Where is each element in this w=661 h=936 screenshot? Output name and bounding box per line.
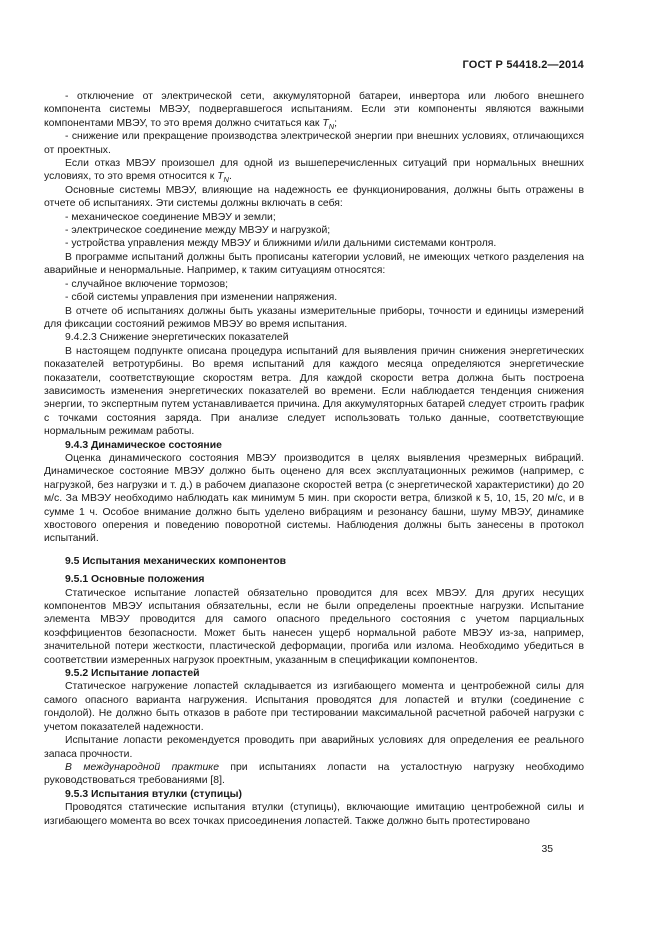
page-header	[44, 59, 584, 71]
paragraph: В настоящем подпункте описана процедура испытаний для выявления причин снижения энергетических показателей ветротурбины. Во время испытаний для каждого месяца определяются энергетические показатели, соответствующие скоростям ветра. Для каждой скорости ветра должна быть построена зависимость изменения энергетических показателей во времени. Если наблюдается тенденция снижения энергии, то экспертным путем устанавливается причина. Для аккумуляторных батарей следует строить график с точками состояния заряда. При анализе следует использовать только данные, соответствующие нормальным режимам работы.	[44, 345, 584, 438]
paragraph: - сбой системы управления при изменении напряжения.	[65, 292, 338, 304]
clause-heading: 9.5.2 Испытание лопастей	[65, 668, 200, 680]
document-content	[44, 90, 584, 828]
subclause-heading: 9.4.2.3 Снижение энергетических показателей	[65, 332, 289, 344]
paragraph: Основные системы МВЭУ, влияющие на надежность ее функционирования, должны быть отражены в отчете об испытаниях. Эти системы должны включать в себя:	[44, 184, 584, 210]
paragraph: Испытание лопасти рекомендуется проводить при аварийных условиях для определения ее реального запаса прочности.	[44, 735, 584, 760]
paragraph: В программе испытаний должны быть прописаны категории условий, не имеющих четкого разделения на аварийные и ненормальные. Например, к таким ситуациям относятся:	[44, 251, 584, 277]
paragraph: Если отказ МВЭУ произошел для одной из вышеперечисленных ситуаций при нормальных внешних условиях, то это время относится к $T_N$.	[44, 158, 584, 185]
paragraph: - механическое соединение МВЭУ и земли;	[65, 211, 276, 223]
section-title: 9.5 Испытания механических компонентов	[65, 555, 287, 567]
paragraph: Проводятся статические испытания втулки (ступицы), включающие имитацию центробежной силы и изгибающего момента во всех точках присоединения лопастей. Также должно быть протестировано	[44, 802, 584, 827]
paragraph: - случайное включение тормозов;	[65, 278, 229, 290]
clause-heading: 9.4.3 Динамическое состояние	[65, 439, 222, 451]
paragraph: Статическое испытание лопастей обязательно проводится для всех МВЭУ. Для других несущих компонентов МВЭУ испытания обязательны, если не были определены проектные нагрузки. Испытание элемента МВЭУ проводится для самого опасного предельного состояния с учетом парциальных коэффициентов безопасности. Может быть нанесен ущерб нормальной работе МВЭУ из-за, например, значительной потери жесткости, пластической деформации, прогиба или излома. Необходимо убедиться в соответствии измеренных нагрузок проектным, указанным в спецификации компонентов.	[44, 587, 584, 666]
paragraph: Оценка динамического состояния МВЭУ производится в целях выявления чрезмерных вибраций. Динамическое состояние МВЭУ должно быть оценено для всех эксплуатационных режимов (например, с нагрузкой, без нагрузки и т. д.) в рабочем диапазоне скоростей ветра (с энергетической характеристики) до 20 м/с. За МВЭУ необходимо наблюдать как минимум 5 мин. при скорости ветра, близкой к 5, 10, 15, 20 м/с, и в сумме 1 ч. Особое внимание должно быть уделено вибрациям и резонансу башни, шуму МВЭУ, динамике хвостового оперения и поведению поворотной системы. Наблюдения должны быть занесены в протокол испытаний.	[44, 452, 584, 545]
paragraph: - снижение или прекращение производства электрической энергии при внешних условиях, отличающихся от проектных.	[44, 131, 584, 156]
paragraph: Статическое нагружение лопастей складывается из изгибающего момента и центробежной силы для самого опасного варианта нагружения. Испытания проводятся для лопастей и втулки (соединение с гондолой). Не должно быть отказов в работе при тестировании максимальной расчетной рабочей нагрузки с учетом показателей надежности.	[44, 681, 584, 733]
clause-heading: 9.5.3 Испытания втулки (ступицы)	[65, 788, 242, 800]
paragraph: - электрическое соединение между МВЭУ и нагрузкой;	[65, 225, 331, 237]
standard-number: ГОСТ Р 54418.2—2014	[462, 59, 584, 71]
paragraph: В международной практике при испытаниях лопасти на усталостную нагрузку необходимо руководствоваться требованиями [8].	[44, 761, 584, 787]
clause-heading: 9.5.1 Основные положения	[65, 574, 205, 586]
paragraph: - отключение от электрической сети, аккумуляторной батареи, инвертора или любого внешнего компонента системы МВЭУ, подвергавшегося испытаниям. Если эти компоненты являются важными компонентами МВЭУ, то это время должно считаться как $T_N$;	[44, 91, 584, 131]
page-number: 35	[541, 844, 553, 855]
paragraph: В отчете об испытаниях должны быть указаны измерительные приборы, точности и единицы измерений для фиксации состояний режимов МВЭУ во время испытания.	[44, 305, 584, 330]
paragraph: - устройства управления между МВЭУ и ближними и/или дальними системами контроля.	[65, 238, 497, 250]
